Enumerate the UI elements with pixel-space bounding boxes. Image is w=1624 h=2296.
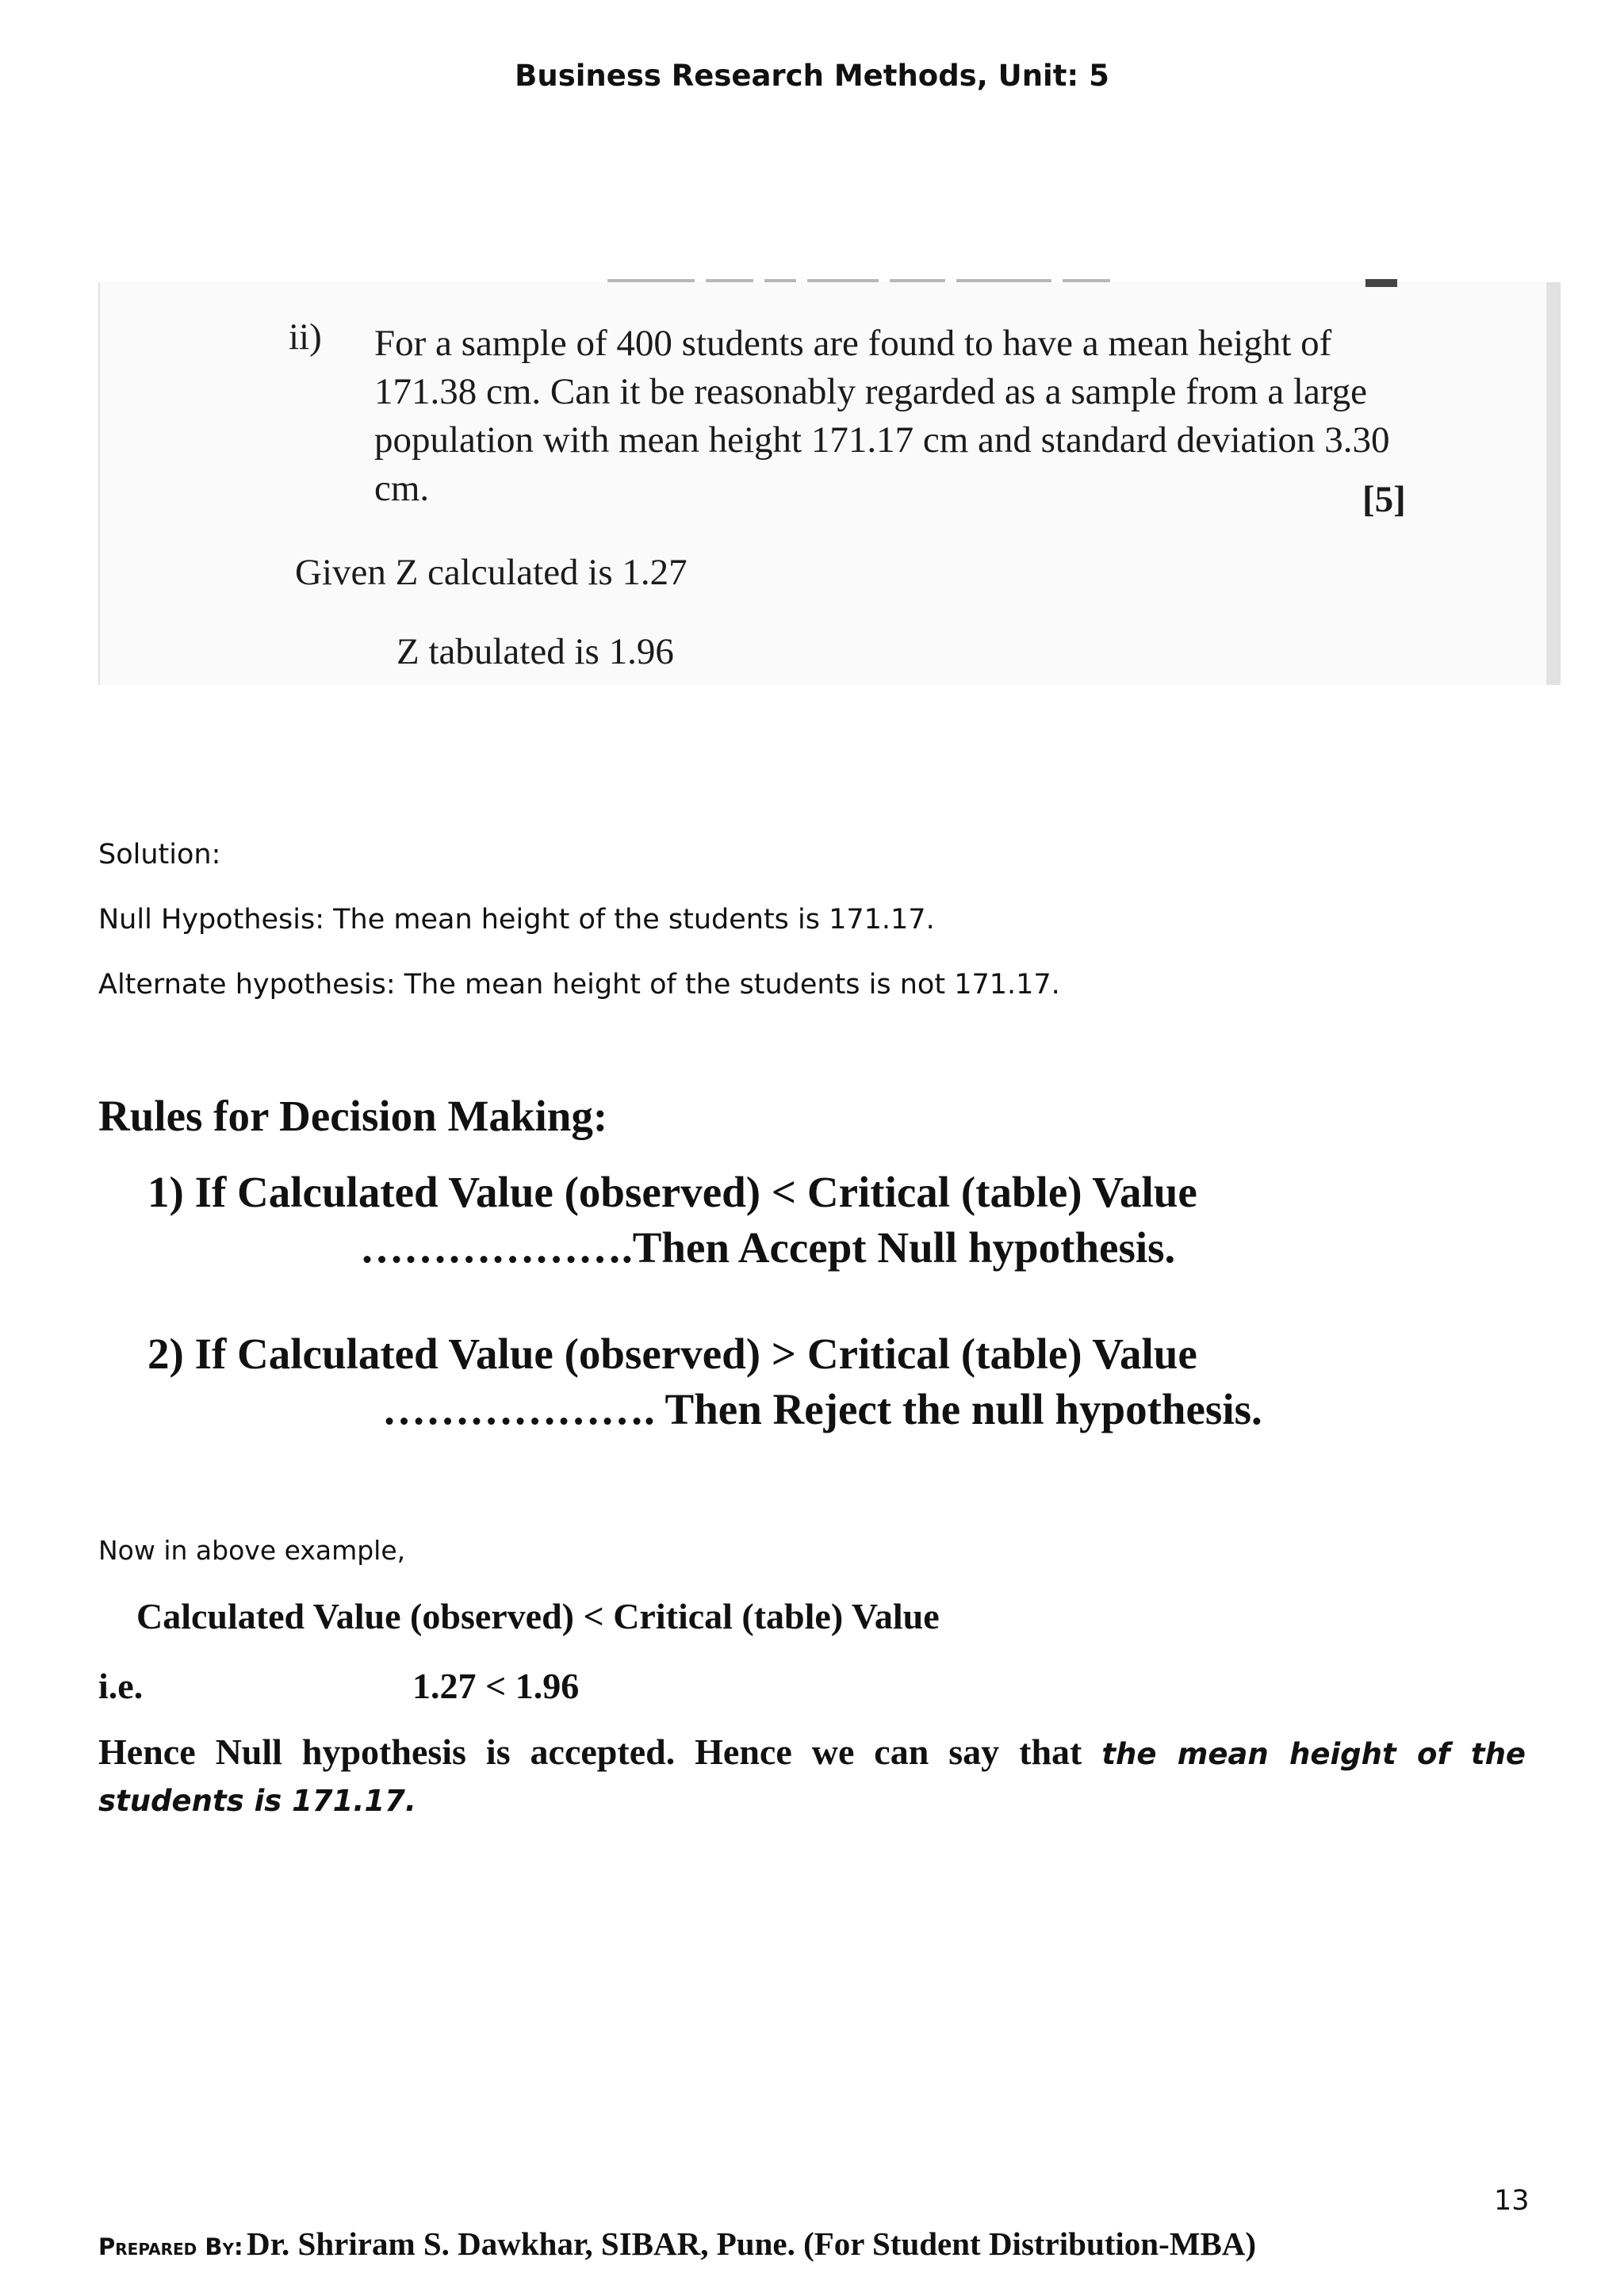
question-marks: [5] bbox=[1362, 479, 1406, 520]
null-hypothesis: Null Hypothesis: The mean height of the students is 171.17. bbox=[98, 904, 935, 936]
conclusion-tail: the mean height of the students is 171.17. bbox=[98, 1737, 1526, 1818]
example-comparison: Calculated Value (observed) < Critical (table) Value bbox=[136, 1596, 940, 1636]
question-line-1: For a sample of 400 students are found to have a mean height of bbox=[374, 323, 1332, 364]
scan-cropped-bracket-fragment bbox=[1365, 279, 1397, 287]
z-tabulated: Z tabulated is 1.96 bbox=[396, 631, 674, 672]
page-footer bbox=[98, 2225, 1256, 2263]
page-number: 13 bbox=[1494, 2185, 1530, 2217]
alternate-hypothesis: Alternate hypothesis: The mean height of the students is not 171.17. bbox=[98, 969, 1060, 1001]
rule-2-result: ………………. Then Reject the null hypothesis. bbox=[382, 1385, 1262, 1433]
conclusion bbox=[98, 1730, 1526, 1823]
prepared-by-label: Prepared By: bbox=[98, 2233, 243, 2260]
given-z-calculated: Given Z calculated is 1.27 bbox=[295, 552, 688, 593]
solution-label: Solution: bbox=[98, 839, 221, 871]
question-line-4: cm. bbox=[374, 468, 430, 509]
rule-1-result: ……………….Then Accept Null hypothesis. bbox=[360, 1223, 1176, 1272]
rule-2-condition: 2) If Calculated Value (observed) > Critical (table) Value bbox=[147, 1330, 1197, 1378]
page-header: Business Research Methods, Unit: 5 bbox=[515, 59, 1109, 93]
rule-1-condition: 1) If Calculated Value (observed) < Critical (table) Value bbox=[147, 1168, 1197, 1216]
question-line-3: population with mean height 171.17 cm and standard deviation 3.30 bbox=[374, 419, 1390, 461]
rules-heading: Rules for Decision Making: bbox=[98, 1092, 608, 1140]
question-number: ii) bbox=[289, 316, 322, 358]
scan-cropped-text-fragment bbox=[607, 279, 1162, 287]
question-line-2: 171.38 cm. Can it be reasonably regarded as a sample from a large bbox=[374, 371, 1368, 412]
scan-right-edge bbox=[1546, 282, 1561, 685]
example-intro: Now in above example, bbox=[98, 1535, 406, 1566]
author-credit: Dr. Shriram S. Dawkhar, SIBAR, Pune. (For Student Distribution-MBA) bbox=[247, 2225, 1257, 2262]
example-inequality: 1.27 < 1.96 bbox=[412, 1666, 580, 1706]
conclusion-main: Hence Null hypothesis is accepted. Hence we can say that bbox=[98, 1732, 1082, 1772]
ie-label: i.e. bbox=[98, 1666, 144, 1706]
